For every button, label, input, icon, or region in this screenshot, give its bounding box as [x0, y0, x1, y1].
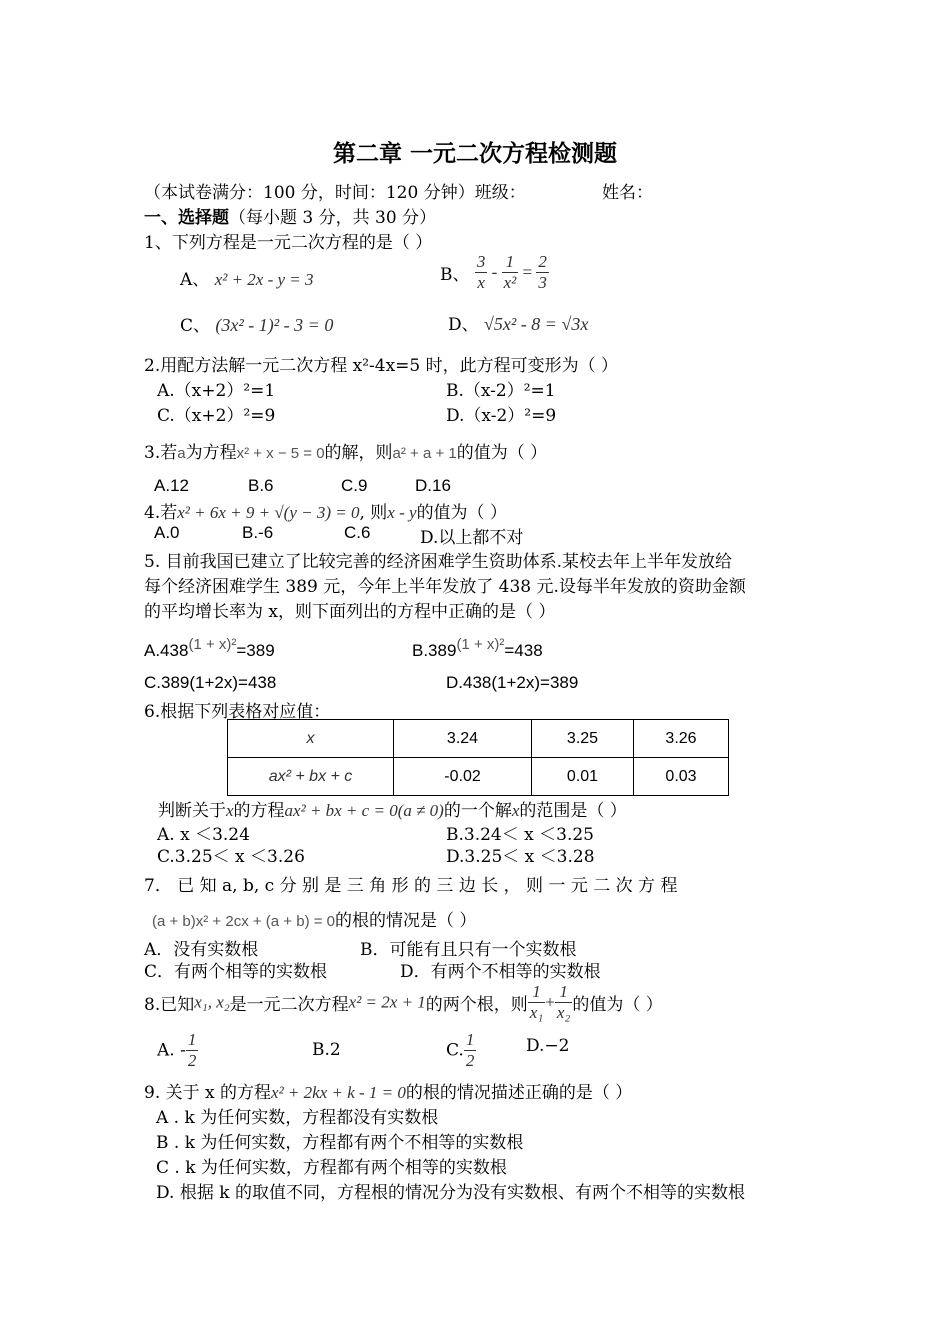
q4-option-a: A.0 — [154, 523, 180, 542]
exam-info: （本试卷满分：100 分，时间：120 分钟）班级： — [144, 183, 526, 203]
q5-option-d: D.438(1+2x)=389 — [446, 673, 579, 692]
q5-line-3: 的平均增长率为 x，则下面列出的方程中正确的是（ ） — [144, 602, 556, 622]
section-title: 一、选择题 — [144, 208, 229, 228]
q8-option-b: B.2 — [312, 1040, 341, 1060]
q6-judge — [158, 796, 627, 821]
page-title: 第二章 一元二次方程检测题 — [332, 141, 617, 167]
text: 的范围是（ ） — [519, 801, 627, 821]
q1-a-expr: x² + 2x - y = 3 — [214, 270, 314, 289]
q6-stem: 6.根据下列表格对应值： — [144, 702, 331, 722]
text: 判断关于 — [158, 801, 226, 821]
numerator: 3 — [476, 252, 486, 271]
q1-option-c — [180, 311, 333, 336]
q4-stem — [144, 498, 507, 523]
fraction — [464, 1030, 477, 1071]
text: 的根的情况描述正确的是（ ） — [405, 1083, 633, 1103]
math-power: (1 + x)² — [188, 636, 237, 653]
math-expression: x - y — [387, 503, 417, 522]
q3-option-d: D.16 — [415, 476, 451, 495]
q9-option-c: C . k 为任何实数，方程都有两个相等的实数根 — [156, 1158, 507, 1178]
table-cell: x — [228, 720, 394, 758]
option-label: C、 — [180, 316, 211, 336]
q9-option-d: D. 根据 k 的取值不同，方程根的情况分为没有实数根、有两个不相等的实数根 — [156, 1183, 745, 1203]
math-equation: x² + 2kx + k - 1 = 0 — [271, 1083, 406, 1102]
q7-line-1: 7． 已 知 a, b, c 分 别 是 三 角 形 的 三 边 长 ， 则 一 元 二 次 方 程 — [144, 876, 678, 896]
text: 9. 关于 x 的方程 — [144, 1083, 272, 1103]
fraction — [502, 252, 519, 293]
denominator: x₂ — [556, 1003, 571, 1022]
table-cell: 3.24 — [394, 720, 532, 758]
denominator: x₁ — [529, 1003, 544, 1022]
text: 为方程 — [185, 443, 237, 463]
denominator: 2 — [187, 1051, 197, 1070]
q9-stem — [144, 1078, 632, 1103]
denominator: x — [477, 273, 485, 292]
q5-option-a — [144, 636, 275, 661]
table-row — [228, 720, 729, 758]
text: 的值为（ ） — [456, 443, 548, 463]
table-row — [228, 758, 729, 796]
text: 的解，则 — [324, 443, 393, 463]
q1-option-b — [440, 252, 549, 293]
operator: + — [545, 992, 555, 1012]
q1-d-expr: √5x² - 8 = √3x — [484, 314, 589, 334]
text: A. - — [157, 1040, 186, 1061]
q6-option-c: C.3.25＜ x ＜3.26 — [157, 847, 305, 867]
text: 的值为（ ） — [572, 995, 663, 1015]
table-cell: 3.26 — [634, 720, 729, 758]
q8-option-c — [446, 1030, 476, 1071]
fraction — [475, 252, 488, 293]
q2-stem: 2.用配方法解一元二次方程 x²-4x=5 时，此方程可变形为（ ） — [144, 356, 619, 376]
q1-option-d — [448, 310, 588, 335]
q2-option-a: A.（x+2）²=1 — [157, 381, 276, 401]
q9-option-b: B . k 为任何实数，方程都有两个不相等的实数根 — [156, 1133, 524, 1153]
math-equation: x² + 6x + 9 + √(y − 3) = 0 — [177, 503, 360, 522]
name-label: 姓名： — [602, 183, 653, 203]
q7-option-c: C．有两个相等的实数根 — [144, 962, 328, 982]
q3-option-a: A.12 — [154, 476, 189, 495]
fraction — [186, 1030, 199, 1071]
q8-option-d: D.−2 — [526, 1036, 570, 1056]
values-table — [227, 719, 729, 796]
numerator: 2 — [538, 252, 547, 271]
numerator: 1 — [502, 252, 519, 273]
q5-option-b — [412, 636, 543, 661]
q7-option-d: D．有两个不相等的实数根 — [400, 962, 601, 982]
option-label: A、 — [180, 270, 210, 290]
numerator: 1 — [528, 982, 545, 1003]
denominator: 3 — [538, 273, 547, 292]
text: 是一元二次方程 — [229, 995, 349, 1015]
numerator: 1 — [555, 982, 572, 1003]
text: 的两个根，则 — [425, 995, 528, 1015]
q5-line-1: 5. 目前我国已建立了比较完善的经济困难学生资助体系.某校去年上半年发放给 — [144, 552, 733, 572]
text: 4.若 — [144, 503, 178, 523]
text: 8.已知 — [144, 995, 195, 1015]
section-heading — [144, 203, 436, 228]
section-note: （每小题 3 分，共 30 分） — [229, 208, 437, 228]
q6-option-d: D.3.25＜ x ＜3.28 — [446, 847, 595, 867]
math-equation: x² = 2x + 1 — [348, 992, 426, 1012]
denominator: x² — [503, 273, 517, 292]
numerator: 1 — [465, 1030, 475, 1049]
table-cell: 3.25 — [532, 720, 634, 758]
table-cell: 0.01 — [532, 758, 634, 796]
fraction — [555, 982, 572, 1023]
denominator: 2 — [465, 1051, 475, 1070]
q5-line-2: 每个经济困难学生 389 元，今年上半年发放了 438 元.设每半年发放的资助金额 — [144, 577, 746, 597]
table-cell: 0.03 — [634, 758, 729, 796]
q1-stem: 1、下列方程是一元二次方程的是（ ） — [144, 233, 433, 253]
fraction — [536, 252, 549, 293]
q9-option-a: A . k 为任何实数，方程都没有实数根 — [156, 1108, 439, 1128]
q8-stem — [144, 982, 663, 1023]
math-expression: a² + a + 1 — [392, 445, 457, 462]
q7-option-a: A．没有实数根 — [144, 940, 259, 960]
option-label: D、 — [448, 315, 479, 335]
q8-option-a — [157, 1030, 198, 1071]
q5-option-c: C.389(1+2x)=438 — [144, 673, 277, 692]
text: , 则 — [359, 503, 388, 523]
q7-option-b: B．可能有且只有一个实数根 — [360, 940, 577, 960]
q6-option-a: A. x ＜3.24 — [157, 825, 250, 845]
table-cell: -0.02 — [394, 758, 532, 796]
q2-option-c: C.（x+2）²=9 — [157, 406, 276, 426]
fraction — [528, 982, 545, 1023]
text: =389 — [236, 641, 275, 660]
q2-option-d: D.（x-2）²=9 — [446, 406, 557, 426]
text: A.438 — [144, 641, 189, 660]
operator: = — [518, 262, 537, 282]
q6-option-b: B.3.24＜ x ＜3.25 — [446, 825, 594, 845]
q2-option-b: B.（x-2）²=1 — [446, 381, 556, 401]
text: B.389 — [412, 641, 457, 660]
math-var: x — [226, 801, 234, 820]
q1-c-expr: (3x² - 1)² - 3 = 0 — [215, 315, 334, 335]
operator: - — [487, 262, 502, 282]
math-roots: x₁, x₂ — [194, 992, 230, 1012]
q3-option-b: B.6 — [248, 476, 274, 495]
math-var: a — [177, 445, 186, 462]
text: 3.若 — [144, 443, 178, 463]
text: 的方程 — [233, 801, 285, 821]
math-var: x — [511, 801, 520, 820]
q7-line-2 — [152, 906, 476, 931]
option-label: B、 — [440, 265, 470, 285]
text: =438 — [504, 641, 543, 660]
q4-option-c: C.6 — [344, 523, 371, 542]
math-equation: ax² + bx + c = 0(a ≠ 0) — [284, 801, 444, 820]
numerator: 1 — [187, 1030, 197, 1049]
text: 的一个解 — [443, 801, 512, 821]
q4-option-d: D.以上都不对 — [420, 528, 524, 548]
q4-option-b: B.-6 — [242, 523, 274, 542]
math-power: (1 + x)² — [456, 636, 505, 653]
text: 的根的情况是（ ） — [335, 911, 477, 931]
q1-option-a — [180, 265, 314, 290]
text: C. — [446, 1040, 464, 1061]
text: 的值为（ ） — [416, 503, 507, 523]
table-cell: ax² + bx + c — [228, 758, 394, 796]
q3-option-c: C.9 — [341, 476, 368, 495]
math-equation: (a + b)x² + 2cx + (a + b) = 0 — [152, 913, 336, 930]
math-equation: x² + x − 5 = 0 — [236, 445, 325, 462]
q3-stem — [144, 438, 547, 463]
